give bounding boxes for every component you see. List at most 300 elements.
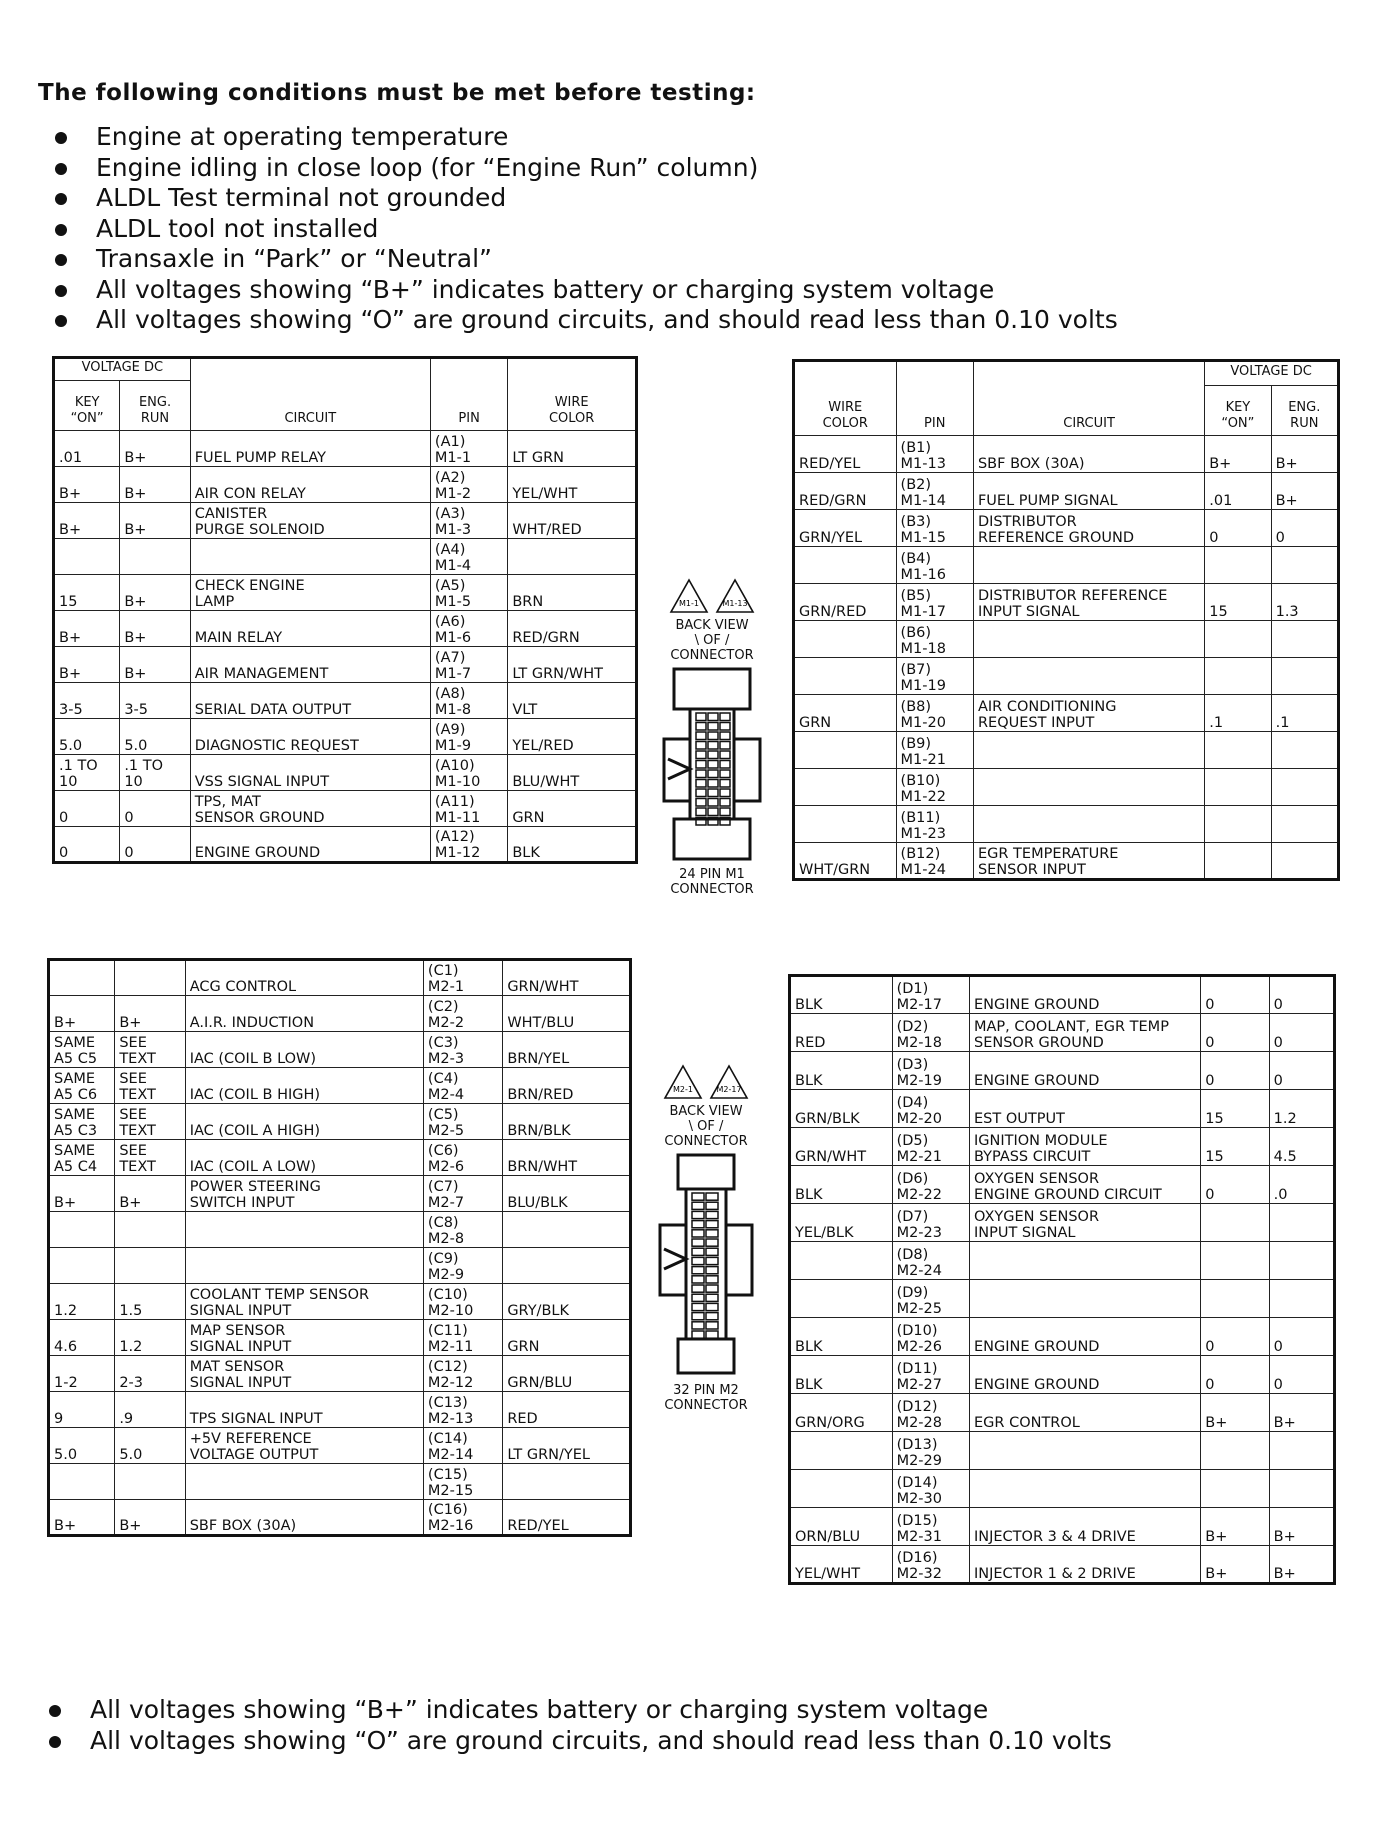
cell-key: 0 [1201,1014,1269,1052]
cell-key [1205,843,1271,880]
pin-cavity [708,742,718,750]
table-row [794,658,1339,695]
table-row [49,1284,631,1320]
cell-circuit: ENGINE GROUND [969,976,1200,1014]
cell-wire [794,732,897,769]
cell-eng: B+ [115,1176,185,1212]
cell-key [1201,1280,1269,1318]
table-row [49,1320,631,1356]
pin-cavity [708,732,718,740]
table-row [790,1090,1335,1128]
table-row [49,1356,631,1392]
cell-wire: BLK [790,976,893,1014]
cell-eng [1271,806,1338,843]
table-row [794,732,1339,769]
table-row [49,960,631,996]
cell-eng: B+ [120,575,190,611]
cell-eng [1271,547,1338,584]
pin-cavity [692,1248,704,1255]
cell-wire: RED/GRN [508,611,637,647]
pin-cavity [696,732,706,740]
pin-cavity [692,1322,704,1329]
cell-wire: BRN/BLK [503,1104,631,1140]
cell-wire: YEL/WHT [790,1546,893,1584]
cell-wire: ORN/BLU [790,1508,893,1546]
cell-key [49,1248,115,1284]
cell-circuit: AIR CONDITIONING REQUEST INPUT [973,695,1204,732]
cell-circuit: ACG CONTROL [185,960,423,996]
cell-eng: 0 [1269,976,1334,1014]
cell-pin: (C14) M2-14 [423,1428,502,1464]
cell-key [49,1464,115,1500]
pin-cavity [692,1257,704,1264]
cell-circuit: TPS, MAT SENSOR GROUND [190,791,430,827]
cell-circuit: VSS SIGNAL INPUT [190,755,430,791]
cell-circuit: DISTRIBUTOR REFERENCE GROUND [973,510,1204,547]
pin-cavity [720,713,730,721]
cell-circuit: ENGINE GROUND [969,1318,1200,1356]
cell-eng [1271,843,1338,880]
cell-pin: (C4) M2-4 [423,1068,502,1104]
cell-pin: (B1) M1-13 [896,436,973,473]
cell-circuit: IAC (COIL A LOW) [185,1140,423,1176]
key-on-header: KEY “ON” [54,381,120,431]
cell-key [1201,1242,1269,1280]
cell-eng: 0 [1269,1052,1334,1090]
cell-key: B+ [49,1176,115,1212]
cell-wire: VLT [508,683,637,719]
wire-color-header: WIRE COLOR [794,361,897,436]
cell-key [1201,1204,1269,1242]
table-row [54,791,637,827]
cell-pin: (C5) M2-5 [423,1104,502,1140]
cell-pin: (D13) M2-29 [892,1432,969,1470]
cell-pin: (B3) M1-15 [896,510,973,547]
tri-label: M1-1 [679,599,699,608]
pin-cavity [708,799,718,807]
voltage-dc-header: VOLTAGE DC [54,358,191,381]
cell-eng: B+ [120,611,190,647]
cell-key: 0 [54,791,120,827]
table-row [794,621,1339,658]
cell-key: 0 [1201,1052,1269,1090]
cell-pin: (A2) M1-2 [430,467,507,503]
pin-cavity [720,808,730,816]
cell-key: .01 [54,431,120,467]
connector-m1-icon [660,663,764,863]
cell-wire: WHT/GRN [794,843,897,880]
cell-eng: .1 TO 10 [120,755,190,791]
pin-cavity [696,742,706,750]
pin-cavity [720,732,730,740]
cell-circuit [190,539,430,575]
cell-key: 15 [54,575,120,611]
triangle-marker-icon [663,1064,703,1100]
cell-pin: (A6) M1-6 [430,611,507,647]
cell-eng: .9 [115,1392,185,1428]
table-row [790,1546,1335,1584]
cell-eng: B+ [1269,1508,1334,1546]
cell-key [1205,621,1271,658]
cell-key: B+ [1205,436,1271,473]
cell-wire: WHT/RED [508,503,637,539]
cell-eng: 5.0 [120,719,190,755]
cell-pin: (C2) M2-2 [423,996,502,1032]
cell-wire [794,547,897,584]
table-row [790,1014,1335,1052]
table-row [49,1140,631,1176]
cell-pin: (A9) M1-9 [430,719,507,755]
cell-eng: B+ [115,996,185,1032]
cell-circuit: DISTRIBUTOR REFERENCE INPUT SIGNAL [973,584,1204,621]
cell-wire: BLK [790,1356,893,1394]
cell-eng: SEE TEXT [115,1032,185,1068]
cell-eng [1269,1470,1334,1508]
eng-run-header: ENG. RUN [120,381,190,431]
cell-wire: BLU/BLK [503,1176,631,1212]
cell-circuit: ENGINE GROUND [190,827,430,863]
cell-wire: GRN/BLU [503,1356,631,1392]
cell-eng: 0 [1269,1014,1334,1052]
cell-eng: B+ [120,503,190,539]
cell-key [1205,806,1271,843]
cell-circuit: IAC (COIL B LOW) [185,1032,423,1068]
pin-cavity [692,1239,704,1246]
tri-label: M2-1 [673,1085,693,1094]
cell-pin: (A7) M1-7 [430,647,507,683]
table-row [49,1500,631,1536]
pin-cavity [696,789,706,797]
cell-key: B+ [49,996,115,1032]
cell-key: 15 [1205,584,1271,621]
cell-pin: (D9) M2-25 [892,1280,969,1318]
cell-eng: 1.2 [1269,1090,1334,1128]
table-row [794,436,1339,473]
cell-pin: (D7) M2-23 [892,1204,969,1242]
table-row [790,1432,1335,1470]
cell-wire [790,1432,893,1470]
cell-circuit: INJECTOR 1 & 2 DRIVE [969,1546,1200,1584]
key-on-header: KEY “ON” [1205,386,1271,436]
table-row [790,1356,1335,1394]
cell-pin: (B2) M1-14 [896,473,973,510]
cell-key [1205,769,1271,806]
cell-wire: LT GRN/YEL [503,1428,631,1464]
cell-key [54,539,120,575]
cell-circuit: CHECK ENGINE LAMP [190,575,430,611]
cell-wire: RED [503,1392,631,1428]
cell-wire: BRN/YEL [503,1032,631,1068]
cell-circuit [185,1212,423,1248]
cell-key: 1.2 [49,1284,115,1320]
pin-cavity [720,742,730,750]
table-row [54,503,637,539]
cell-key: B+ [1201,1546,1269,1584]
table-c-pins-c1-c16 [47,958,632,1537]
cell-circuit [969,1242,1200,1280]
cell-key [1205,658,1271,695]
pin-cavity [708,780,718,788]
circuit-header: CIRCUIT [973,361,1204,436]
cell-circuit: +5V REFERENCE VOLTAGE OUTPUT [185,1428,423,1464]
pin-cavity [692,1267,704,1274]
cell-eng: B+ [1269,1546,1334,1584]
pin-cavity [720,751,730,759]
cell-pin: (C12) M2-12 [423,1356,502,1392]
cell-key: SAME A5 C6 [49,1068,115,1104]
pin-cavity [706,1239,718,1246]
cell-eng: 1.2 [115,1320,185,1356]
pin-cavity [706,1221,718,1228]
table-row [790,1470,1335,1508]
cell-circuit: CANISTER PURGE SOLENOID [190,503,430,539]
cell-wire [794,806,897,843]
cell-pin: (D2) M2-18 [892,1014,969,1052]
cell-wire: YEL/WHT [508,467,637,503]
cell-pin: (A5) M1-5 [430,575,507,611]
cell-circuit: A.I.R. INDUCTION [185,996,423,1032]
table-a-pins-a1-a12 [52,356,638,864]
pin-cavity [696,770,706,778]
table-row [790,976,1335,1014]
cell-circuit: MAIN RELAY [190,611,430,647]
cell-key: SAME A5 C3 [49,1104,115,1140]
cell-eng: 2-3 [115,1356,185,1392]
cell-key: SAME A5 C4 [49,1140,115,1176]
cell-eng: SEE TEXT [115,1140,185,1176]
pin-cavity [706,1322,718,1329]
cell-pin: (D4) M2-20 [892,1090,969,1128]
pin-cavity [706,1267,718,1274]
cell-key: 1-2 [49,1356,115,1392]
cell-wire: GRN/RED [794,584,897,621]
pin-cavity [706,1313,718,1320]
cell-wire: GRY/BLK [503,1284,631,1320]
pin-cavity [692,1303,704,1310]
cell-pin: (C8) M2-8 [423,1212,502,1248]
cell-circuit: INJECTOR 3 & 4 DRIVE [969,1508,1200,1546]
cell-wire: BRN/WHT [503,1140,631,1176]
pin-cavity [696,723,706,731]
cell-key: 0 [1201,1356,1269,1394]
voltage-dc-header: VOLTAGE DC [1205,361,1339,386]
connector-m2-label: 32 PIN M2 CONNECTOR [664,1383,748,1413]
table-row [790,1052,1335,1090]
cell-pin: (C16) M2-16 [423,1500,502,1536]
cell-circuit: AIR CON RELAY [190,467,430,503]
cell-pin: (C6) M2-6 [423,1140,502,1176]
pin-cavity [708,723,718,731]
pin-cavity [720,770,730,778]
cell-eng: B+ [120,467,190,503]
cell-key [1205,547,1271,584]
table-row [790,1242,1335,1280]
cell-wire: BLK [790,1052,893,1090]
cell-wire [790,1470,893,1508]
pin-cavity [720,723,730,731]
table-row [49,1104,631,1140]
pin-cavity [706,1294,718,1301]
table-row [794,584,1339,621]
cell-key: B+ [1201,1508,1269,1546]
table-row [790,1280,1335,1318]
cell-circuit: ENGINE GROUND [969,1356,1200,1394]
cell-wire [503,1248,631,1284]
cell-key: B+ [54,611,120,647]
cell-circuit: MAP, COOLANT, EGR TEMP SENSOR GROUND [969,1014,1200,1052]
cell-eng: B+ [115,1500,185,1536]
pin-cavity [706,1276,718,1283]
cell-eng [1271,769,1338,806]
cell-wire [503,1212,631,1248]
cell-eng: 0 [1269,1318,1334,1356]
cell-wire: GRN/WHT [503,960,631,996]
pin-cavity [706,1303,718,1310]
table-row [794,806,1339,843]
table-row [790,1166,1335,1204]
cell-circuit: DIAGNOSTIC REQUEST [190,719,430,755]
cell-eng [120,539,190,575]
cell-pin: (C1) M2-1 [423,960,502,996]
triangle-marker-icon [709,1064,749,1100]
cell-eng: B+ [120,431,190,467]
cell-eng [1271,732,1338,769]
pin-cavity [692,1202,704,1209]
cell-circuit: MAT SENSOR SIGNAL INPUT [185,1356,423,1392]
cell-pin: (D15) M2-31 [892,1508,969,1546]
cell-wire: BLU/WHT [508,755,637,791]
pin-cavity [696,761,706,769]
cell-eng: B+ [1269,1394,1334,1432]
cell-pin: (A10) M1-10 [430,755,507,791]
cell-eng [115,1464,185,1500]
cell-pin: (B7) M1-19 [896,658,973,695]
tri-label: M1-13 [722,599,748,608]
cell-wire: YEL/BLK [790,1204,893,1242]
cell-pin: (B6) M1-18 [896,621,973,658]
table-row [54,575,637,611]
cell-circuit [185,1464,423,1500]
cell-pin: (C10) M2-10 [423,1284,502,1320]
cell-pin: (C13) M2-13 [423,1392,502,1428]
note-item: All voltages showing “O” are ground circuits, and should read less than 0.10 volts [38,305,1118,336]
cell-circuit: SBF BOX (30A) [185,1500,423,1536]
table-row [49,1464,631,1500]
pin-cavity [696,799,706,807]
cell-eng [1269,1280,1334,1318]
cell-circuit: EGR CONTROL [969,1394,1200,1432]
cell-circuit: IGNITION MODULE BYPASS CIRCUIT [969,1128,1200,1166]
cell-key: 5.0 [49,1428,115,1464]
cell-pin: (B11) M1-23 [896,806,973,843]
pin-cavity [708,770,718,778]
cell-pin: (B9) M1-21 [896,732,973,769]
back-view-label: BACK VIEW \ OF / CONNECTOR [670,618,754,663]
cell-circuit [973,547,1204,584]
cell-wire: RED/GRN [794,473,897,510]
cell-wire [503,1464,631,1500]
cell-wire: BLK [508,827,637,863]
cell-pin: (D5) M2-21 [892,1128,969,1166]
cell-pin: (C15) M2-15 [423,1464,502,1500]
triangle-marker-icon [715,578,755,614]
pin-header: PIN [430,358,507,431]
circuit-header: CIRCUIT [190,358,430,431]
cell-pin: (A3) M1-3 [430,503,507,539]
cell-eng [1269,1432,1334,1470]
cell-key [49,1212,115,1248]
cell-pin: (B10) M1-22 [896,769,973,806]
cell-key: .01 [1205,473,1271,510]
cell-wire: GRN/YEL [794,510,897,547]
cell-wire: BLK [790,1318,893,1356]
pin-cavity [692,1331,704,1338]
cell-wire: LT GRN [508,431,637,467]
cell-key [1201,1470,1269,1508]
cell-pin: (B4) M1-16 [896,547,973,584]
cell-eng: 0 [120,791,190,827]
cell-key: B+ [54,467,120,503]
cell-pin: (B5) M1-17 [896,584,973,621]
cell-circuit [969,1280,1200,1318]
table-row [54,827,637,863]
table-row [49,1032,631,1068]
pin-cavity [720,799,730,807]
table-row [49,1068,631,1104]
cell-eng: SEE TEXT [115,1068,185,1104]
table-row [54,431,637,467]
cell-wire: BRN [508,575,637,611]
cell-wire: RED [790,1014,893,1052]
cell-circuit: SERIAL DATA OUTPUT [190,683,430,719]
cell-key: 15 [1201,1090,1269,1128]
cell-pin: (D10) M2-26 [892,1318,969,1356]
pin-cavity [708,808,718,816]
cell-key: 0 [1201,1318,1269,1356]
cell-pin: (A1) M1-1 [430,431,507,467]
cell-wire: RED/YEL [794,436,897,473]
cell-wire: GRN [508,791,637,827]
cell-pin: (D3) M2-19 [892,1052,969,1090]
cell-eng: .0 [1269,1166,1334,1204]
connector-m2-icon [654,1149,758,1379]
pin-cavity [696,808,706,816]
pin-cavity [708,713,718,721]
cell-key [1201,1432,1269,1470]
connector-m1-label: 24 PIN M1 CONNECTOR [670,867,754,897]
cell-key: SAME A5 C5 [49,1032,115,1068]
pin-cavity [706,1285,718,1292]
table-row [790,1508,1335,1546]
note-item: Engine at operating temperature [38,122,1118,153]
table-row [794,547,1339,584]
table-row [54,683,637,719]
cell-pin: (C9) M2-9 [423,1248,502,1284]
cell-eng: 4.5 [1269,1128,1334,1166]
cell-eng: .1 [1271,695,1338,732]
cell-wire [794,658,897,695]
cell-key: B+ [54,647,120,683]
triangle-marker-icon [669,578,709,614]
cell-eng [1271,658,1338,695]
cell-eng: 0 [120,827,190,863]
note-item: ALDL tool not installed [38,214,1118,245]
cell-key: 3-5 [54,683,120,719]
cell-wire [790,1242,893,1280]
cell-circuit [973,769,1204,806]
cell-eng: B+ [1271,473,1338,510]
pin-cavity [720,789,730,797]
